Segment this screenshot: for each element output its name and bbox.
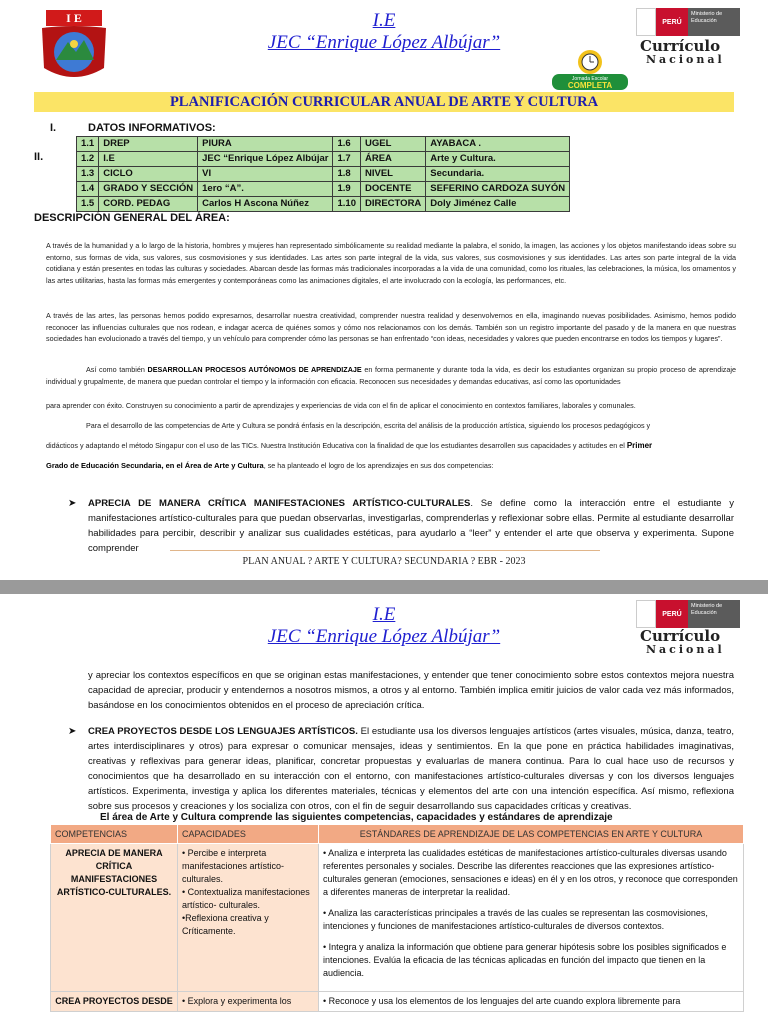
table-row — [77, 152, 570, 167]
peru-shield-icon — [636, 600, 656, 628]
nacional-text: Nacional — [646, 643, 725, 656]
table-cell: GRADO Y SECCIÓN — [99, 182, 198, 197]
nacional-text: Nacional — [646, 53, 725, 66]
table-cell: SEFERINO CARDOZA SUYÓN — [426, 182, 570, 197]
curriculo-nacional-logo — [640, 628, 725, 656]
table-cell: Arte y Cultura. — [426, 152, 570, 167]
ministry-label: Ministerio de Educación — [688, 600, 740, 628]
table-cell: DOCENTE — [360, 182, 425, 197]
standards-cell: • Reconoce y usa los elementos de los lenguajes del arte cuando explora libremente para — [319, 992, 744, 1012]
p4c-body: , se ha planteado el logro de los aprendizajes en sus dos competencias: — [263, 461, 494, 470]
table-row — [51, 844, 744, 992]
table-cell: UGEL — [360, 137, 425, 152]
section-i-title: DATOS INFORMATIVOS: — [88, 122, 216, 134]
table-cell: ÁREA — [360, 152, 425, 167]
svg-text:COMPLETA: COMPLETA — [567, 81, 613, 90]
description-paragraph-1: A través de la humanidad y a lo largo de la historia, hombres y mujeres han representado simbólicamente su realidad mediante la palabra, el sonido, la imagen, las acciones y los objetos manifestando ideas sobre su entorno, sus formas de vida, sus valores, sus cosmovisiones y sus identidades. Las artes son parte integral de la vida, sus valores, sus cosmovisiones y sus identidades. Las artes son parte integral de la vida cotidiana y están presentes en todas las culturas y sociedades. Abarcan desde las formas más tradicionales incorporadas a la vida de una comunidad, como los rituales, las celebraciones, la música, los ornamentos y las artes utilitarias, hasta las formas más emergentes y contemporáneas como las animaciones digitales, el arte involucrado con la ecología, las performances, etc. — [46, 241, 736, 285]
curriculo-text: Currículo — [640, 627, 721, 645]
standards-cell — [319, 844, 744, 992]
table-cell: 1.2 — [77, 152, 99, 167]
table-cell: 1.9 — [333, 182, 361, 197]
description-paragraph-4b — [46, 440, 736, 452]
table-cell: 1.6 — [333, 137, 361, 152]
table-cell: 1.4 — [77, 182, 99, 197]
footer-divider — [170, 550, 600, 551]
jornada-escolar-logo — [548, 46, 632, 92]
curriculo-nacional-logo — [640, 38, 725, 66]
svg-text:I E: I E — [66, 11, 82, 25]
table-cell: 1.8 — [333, 167, 361, 182]
capacity-item: • Percibe e interpreta manifestaciones artístico-culturales. — [182, 848, 285, 884]
table-cell: 1.7 — [333, 152, 361, 167]
p4-bold: Primer — [626, 441, 653, 450]
table-cell: Carlos H Ascona Núñez — [198, 197, 333, 212]
table-cell: 1.5 — [77, 197, 99, 212]
table-cell: JEC “Enrique López Albújar — [198, 152, 333, 167]
table-row — [51, 992, 744, 1012]
capacities-cell — [178, 844, 319, 992]
table-cell: AYABACA . — [426, 137, 570, 152]
arrow-bullet-icon: ➤ — [68, 726, 77, 737]
table-cell: NIVEL — [360, 167, 425, 182]
standard-item: • Analiza las características principales a través de las cuales se representan las cosmovisiones, intenciones y funciones de manifestaciones artístico-culturales de diversos contextos. — [323, 908, 708, 931]
standard-item: • Integra y analiza la información que obtiene para generar hipótesis sobre los posibles significados e intenciones. Evalúa la eficacia de las técnicas aplicadas en función del impacto que tienen en la audiencia. — [323, 942, 727, 978]
table-cell: VI — [198, 167, 333, 182]
ie-heading: I.E — [372, 10, 396, 31]
ie-heading: I.E — [372, 604, 396, 625]
p3-bold: DESARROLLAN PROCESOS AUTÓNOMOS DE APRENDIZAJE — [147, 365, 362, 374]
peru-label: PERÚ — [656, 8, 688, 36]
page-footer: PLAN ANUAL ? ARTE Y CULTURA? SECUNDARIA ? EBR - 2023 — [242, 556, 526, 567]
ministry-label: Ministerio de Educación — [688, 8, 740, 36]
description-paragraph-3 — [46, 364, 736, 387]
header-capacidades: CAPACIDADES — [178, 825, 319, 844]
table-cell: 1ero “A”. — [198, 182, 333, 197]
table-row — [77, 137, 570, 152]
competencies-table — [50, 824, 744, 1012]
competencies-intro: El área de Arte y Cultura comprende las siguientes competencias, capacidades y estándares de aprendizaje — [100, 812, 613, 823]
competency-cell: CREA PROYECTOS DESDE — [51, 992, 178, 1012]
table-row — [77, 197, 570, 212]
standard-item: • Analiza e interpreta las cualidades estéticas de manifestaciones artístico-culturales diversas usando referentes personales y sociales. Describe las diferentes reacciones que las expresiones artístico-culturales generan (emociones, sensaciones e ideas) en él y en los otros, y reconoce que corresponden a diferentes maneras de interpretar la realidad. — [323, 848, 738, 897]
page-separator — [0, 580, 768, 594]
p3-lead: Así como también — [86, 365, 148, 374]
bullet1-title: APRECIA DE MANERA CRÍTICA MANIFESTACIONES ARTÍSTICO-CULTURALES — [88, 498, 471, 509]
description-paragraph-4c — [46, 460, 736, 472]
bullet2-text: El estudiante usa los diversos lenguajes artísticos (artes visuales, música, danza, teatro, artes interdisciplinares y otros) para expresar o comunicar mensajes, ideas y sentimientos. En la que pone en práctica habilidades imaginativas, creativas y reflexivas para generar ideas, planificar, concretar propuestas y evaluarlas de manera continua. Para lo cual hace uso de recursos y conocimientos que ha desarrollado en su interacción con el entorno, con manifestaciones artístico-culturales diversas y con los diversos lenguajes artísticos. Experimenta, investiga y aplica los diferentes materiales, técnicas y elementos del arte con una intención específica. Así mismo, reflexiona sobre sus procesos y creaciones y los socializa con otros, con el fin de seguir desarrollando sus capacidades críticas y creativas. — [88, 726, 734, 812]
table-cell: CICLO — [99, 167, 198, 182]
table-row — [77, 182, 570, 197]
competency-bullet-1 — [68, 496, 734, 556]
peru-label: PERÚ — [656, 600, 688, 628]
competency-bullet-2 — [68, 724, 734, 814]
bullet1-text: . Se define como la interacción entre el estudiante y manifestaciones artístico-culturales para que puedan observarlas, investigarlas, comprenderlas y reflexionar sobre ellas. Permite al estudiante desarrollar habilidades para percibir, describir y analizar sus cualidades estéticas, para ayudarlo a “leer” y entender el arte que observa y experimenta. Supone comprender — [88, 498, 734, 554]
table-cell: 1.3 — [77, 167, 99, 182]
p4-body: didácticos y adaptando el método Singapur con el uso de las TICs. Nuestra Institución Educativa con la finalidad de que los estudiantes desarrollen sus capacidades y actitudes en el — [46, 441, 627, 450]
bullet2-title: CREA PROYECTOS DESDE LOS LENGUAJES ARTÍSTICOS. — [88, 726, 358, 737]
description-paragraph-3-tail: para aprender con éxito. Construyen su conocimiento a partir de aprendizajes y experiencias de vida con el fin de aplicar el conocimiento en contextos familiares, laborales y comunales. — [46, 401, 636, 410]
table-cell: DREP — [99, 137, 198, 152]
competency-cell: APRECIA DE MANERA CRÍTICA MANIFESTACIONES ARTÍSTICO-CULTURALES. — [51, 844, 178, 992]
header-competencias: COMPETENCIAS — [51, 825, 178, 844]
svg-text:Jornada Escolar: Jornada Escolar — [571, 76, 609, 82]
table-row — [77, 167, 570, 182]
ministry-badge — [636, 600, 740, 628]
school-name-heading: JEC “Enrique López Albújar” — [267, 32, 501, 53]
capacity-item: • Contextualiza manifestaciones artístico- culturales. — [182, 887, 310, 910]
table-cell: Doly Jiménez Calle — [426, 197, 570, 212]
ministry-badge — [636, 8, 740, 36]
capacities-cell: • Explora y experimenta los — [178, 992, 319, 1012]
planning-title-banner: PLANIFICACIÓN CURRICULAR ANUAL DE ARTE Y CULTURA — [34, 92, 734, 112]
arrow-bullet-icon: ➤ — [68, 498, 77, 509]
p4c-bold: Grado de Educación Secundaria, en el Área de Arte y Cultura — [46, 461, 264, 470]
document-page-2 — [0, 594, 768, 1024]
table-cell: PIURA — [198, 137, 333, 152]
section-i-number: I. — [50, 122, 57, 134]
informative-data-table — [76, 136, 570, 212]
description-paragraph-2: A través de las artes, las personas hemos podido expresarnos, desarrollar nuestra creatividad, comprender nuestra realidad y desenvolvernos en ella, imaginando nuevas posibilidades. Asimismo, hemos podido reconocer las influencias culturales que nos rodean, e indagar acerca de quiénes somos y cómo nos relacionamos con los demás. También son un registro importante del pasado y de la manera en que nuestras sociedades han evolucionado a través del tiempo, y un vehículo para comprender cómo las personas se han enfrentado “con ideas, necesidades y valores que pueden encontrarse en todos los tiempos y lugares”. — [46, 311, 736, 343]
table-cell: 1.1 — [77, 137, 99, 152]
area-description-title: DESCRIPCIÓN GENERAL DEL ÁREA: — [34, 212, 230, 224]
section-ii-number: II. — [34, 151, 44, 163]
bullet1-continuation: y apreciar los contextos específicos en que se originan estas manifestaciones, y entender que tener conocimiento sobre estos contextos mejora nuestra capacidad de apreciar, producir y entendernos a nosotros mismos, a otros y al entorno. También implica emitir juicios de valor cada vez más informados, basándose en los conocimientos obtenidos en el proceso de apreciación crítica. — [88, 670, 734, 711]
table-cell: I.E — [99, 152, 198, 167]
table-cell: DIRECTORA — [360, 197, 425, 212]
capacity-item: •Reflexiona creativa y Críticamente. — [182, 913, 269, 936]
header-estandares: ESTÁNDARES DE APRENDIZAJE DE LAS COMPETENCIAS EN ARTE Y CULTURA — [319, 825, 744, 844]
table-cell: Secundaria. — [426, 167, 570, 182]
curriculo-text: Currículo — [640, 37, 721, 55]
p3-body: en forma permanente y durante toda la vida, es decir los estudiantes organizan su propio proceso de aprendizaje individual y grupalmente, de manera que puedan controlar el tiempo y la información con eficacia. Reconocen sus necesidades y demandas educativas, así como las oportunidades — [46, 365, 736, 386]
peru-shield-icon — [636, 8, 656, 36]
school-name-heading: JEC “Enrique López Albújar” — [267, 626, 501, 647]
table-cell: CORD. PEDAG — [99, 197, 198, 212]
description-paragraph-4: Para el desarrollo de las competencias de Arte y Cultura se pondrá énfasis en la descripción, escrita del análisis de la producción artística, siguiendo los procesos pedagógicos y — [86, 421, 651, 430]
table-cell: 1.10 — [333, 197, 361, 212]
